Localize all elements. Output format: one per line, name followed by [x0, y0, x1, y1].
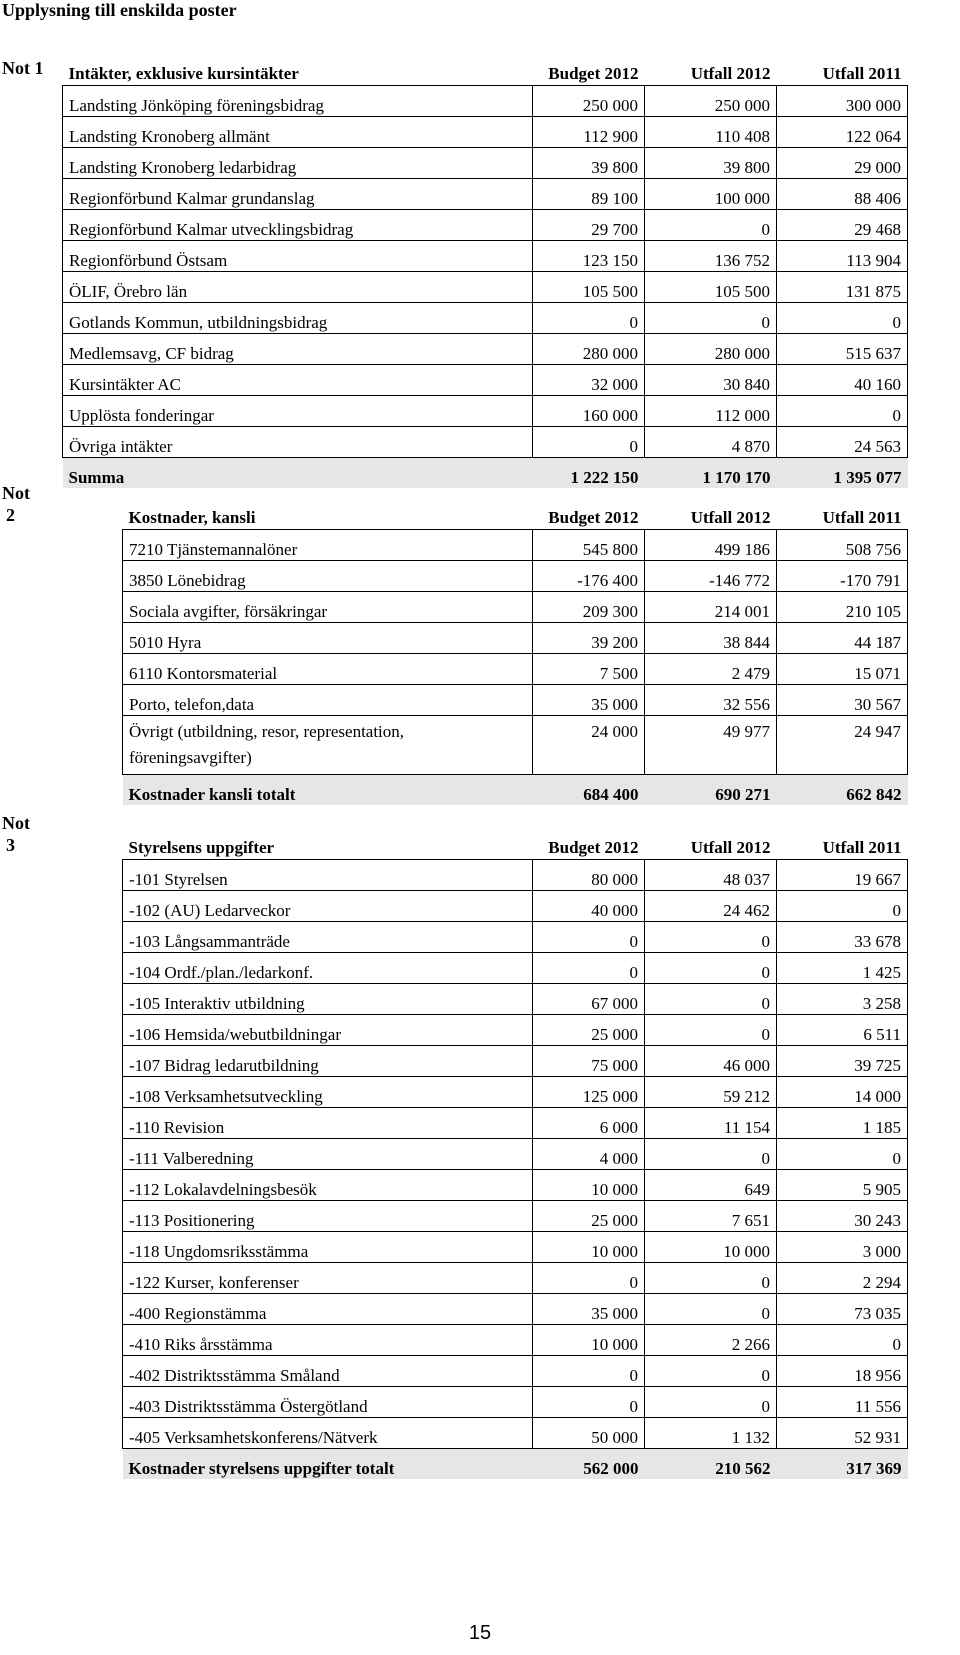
- row-value: 40 160: [777, 365, 908, 396]
- row-value: 29 700: [533, 210, 645, 241]
- row-value: 110 408: [645, 117, 777, 148]
- total-value: 210 562: [645, 1449, 777, 1480]
- row-label: Upplösta fonderingar: [63, 396, 533, 427]
- row-value: 105 500: [645, 272, 777, 303]
- table-row: [123, 953, 908, 984]
- row-value: 40 000: [533, 891, 645, 922]
- table-row: [123, 1325, 908, 1356]
- row-value: 18 956: [777, 1356, 908, 1387]
- table-row: [123, 1139, 908, 1170]
- table-row: [123, 592, 908, 623]
- table-row: [123, 922, 908, 953]
- row-value: 0: [777, 1139, 908, 1170]
- column-header: Budget 2012: [533, 496, 645, 530]
- row-value: 29 468: [777, 210, 908, 241]
- row-value: 131 875: [777, 272, 908, 303]
- row-value: 1 132: [645, 1418, 777, 1449]
- row-label: -108 Verksamhetsutveckling: [123, 1077, 533, 1108]
- row-value: 30 567: [777, 685, 908, 716]
- row-value: 35 000: [533, 1294, 645, 1325]
- row-label: Regionförbund Kalmar grundanslag: [63, 179, 533, 210]
- row-value: 89 100: [533, 179, 645, 210]
- row-label: -122 Kurser, konferenser: [123, 1263, 533, 1294]
- table-row: [63, 334, 908, 365]
- table-total-row: [123, 775, 908, 806]
- row-label: -113 Positionering: [123, 1201, 533, 1232]
- row-value: 44 187: [777, 623, 908, 654]
- row-value: 10 000: [645, 1232, 777, 1263]
- row-value: 39 800: [645, 148, 777, 179]
- row-value: 0: [533, 953, 645, 984]
- table-row: [123, 1046, 908, 1077]
- row-value: 3 258: [777, 984, 908, 1015]
- row-value: 19 667: [777, 860, 908, 891]
- note-3-label-line2: 3: [6, 835, 15, 855]
- row-value: -170 791: [777, 561, 908, 592]
- row-value: 24 563: [777, 427, 908, 458]
- row-value: 2 266: [645, 1325, 777, 1356]
- note-2-label: [2, 482, 30, 526]
- table-row: [123, 685, 908, 716]
- row-value: 515 637: [777, 334, 908, 365]
- row-label: -405 Verksamhetskonferens/Nätverk: [123, 1418, 533, 1449]
- row-label-line2: föreningsavgifter): [129, 748, 252, 767]
- row-label: -104 Ordf./plan./ledarkonf.: [123, 953, 533, 984]
- table-row: [63, 396, 908, 427]
- total-value: 1 222 150: [533, 458, 645, 489]
- row-label: 5010 Hyra: [123, 623, 533, 654]
- table-row: [63, 427, 908, 458]
- row-value: 0: [645, 1139, 777, 1170]
- table-row: [123, 1015, 908, 1046]
- row-value: 1 425: [777, 953, 908, 984]
- table-row: [123, 716, 908, 775]
- table-row: [123, 1170, 908, 1201]
- total-value: 690 271: [645, 775, 777, 806]
- table-row: [63, 272, 908, 303]
- row-value: 24 000: [533, 716, 645, 775]
- row-label: -102 (AU) Ledarveckor: [123, 891, 533, 922]
- total-value: 684 400: [533, 775, 645, 806]
- row-value: 0: [645, 1356, 777, 1387]
- row-label-line1: Övrigt (utbildning, resor, representation,: [129, 722, 405, 741]
- row-value: 14 000: [777, 1077, 908, 1108]
- row-value: 4 000: [533, 1139, 645, 1170]
- table-row: [123, 623, 908, 654]
- table-row: [63, 365, 908, 396]
- row-label: -103 Långsammanträde: [123, 922, 533, 953]
- row-value: 0: [645, 303, 777, 334]
- note-3-table: [122, 826, 908, 1479]
- row-value: 49 977: [645, 716, 777, 775]
- column-header: Utfall 2011: [777, 826, 908, 860]
- row-label: -112 Lokalavdelningsbesök: [123, 1170, 533, 1201]
- row-value: 0: [645, 210, 777, 241]
- row-label: -111 Valberedning: [123, 1139, 533, 1170]
- row-value: 250 000: [645, 86, 777, 117]
- row-value: 6 511: [777, 1015, 908, 1046]
- row-label: -106 Hemsida/webutbildningar: [123, 1015, 533, 1046]
- note-2-label-line2: 2: [6, 505, 15, 525]
- row-label: -402 Distriktsstämma Småland: [123, 1356, 533, 1387]
- row-value: 105 500: [533, 272, 645, 303]
- row-value: 545 800: [533, 530, 645, 561]
- note-2-table: [122, 496, 908, 805]
- row-label: [123, 716, 533, 775]
- total-label: Kostnader styrelsens uppgifter totalt: [123, 1449, 533, 1480]
- row-value: 2 294: [777, 1263, 908, 1294]
- row-value: 122 064: [777, 117, 908, 148]
- row-label: Regionförbund Kalmar utvecklingsbidrag: [63, 210, 533, 241]
- column-header: Utfall 2011: [777, 52, 908, 86]
- column-header: Utfall 2012: [645, 52, 777, 86]
- total-value: 1 395 077: [777, 458, 908, 489]
- row-value: 0: [645, 1294, 777, 1325]
- row-label: Porto, telefon,data: [123, 685, 533, 716]
- table-row: [123, 530, 908, 561]
- row-value: 0: [645, 1015, 777, 1046]
- table-row: [123, 1263, 908, 1294]
- row-value: 11 556: [777, 1387, 908, 1418]
- table-total-row: [123, 1449, 908, 1480]
- row-value: 10 000: [533, 1170, 645, 1201]
- table-row: [123, 891, 908, 922]
- row-value: 0: [645, 1387, 777, 1418]
- row-label: Regionförbund Östsam: [63, 241, 533, 272]
- row-value: 250 000: [533, 86, 645, 117]
- row-value: 0: [777, 891, 908, 922]
- note-1-table: [62, 52, 908, 488]
- table-row: [63, 241, 908, 272]
- total-value: 317 369: [777, 1449, 908, 1480]
- row-label: Sociala avgifter, försäkringar: [123, 592, 533, 623]
- page-heading: Upplysning till enskilda poster: [2, 0, 237, 20]
- row-label: Landsting Kronoberg allmänt: [63, 117, 533, 148]
- table-row: [63, 179, 908, 210]
- table-row: [63, 303, 908, 334]
- table-row: [63, 117, 908, 148]
- row-label: -400 Regionstämma: [123, 1294, 533, 1325]
- row-label: -105 Interaktiv utbildning: [123, 984, 533, 1015]
- note-3-label-line1: Not: [2, 813, 30, 833]
- row-value: 30 840: [645, 365, 777, 396]
- row-label: -101 Styrelsen: [123, 860, 533, 891]
- table-row: [123, 654, 908, 685]
- total-value: 1 170 170: [645, 458, 777, 489]
- row-value: 5 905: [777, 1170, 908, 1201]
- row-value: 125 000: [533, 1077, 645, 1108]
- row-value: 0: [533, 1356, 645, 1387]
- row-value: 100 000: [645, 179, 777, 210]
- table-row: [123, 1108, 908, 1139]
- table-row: [123, 1294, 908, 1325]
- table-row: [123, 1201, 908, 1232]
- table-header-row: [123, 496, 908, 530]
- row-value: 50 000: [533, 1418, 645, 1449]
- row-label: -110 Revision: [123, 1108, 533, 1139]
- total-label: Summa: [63, 458, 533, 489]
- row-label: Landsting Jönköping föreningsbidrag: [63, 86, 533, 117]
- column-header: Utfall 2011: [777, 496, 908, 530]
- total-label: Kostnader kansli totalt: [123, 775, 533, 806]
- row-value: 0: [645, 953, 777, 984]
- row-value: 48 037: [645, 860, 777, 891]
- row-value: 11 154: [645, 1108, 777, 1139]
- row-value: 300 000: [777, 86, 908, 117]
- row-label: ÖLIF, Örebro län: [63, 272, 533, 303]
- table-row: [123, 1077, 908, 1108]
- row-value: 38 844: [645, 623, 777, 654]
- row-value: 0: [533, 303, 645, 334]
- row-value: 35 000: [533, 685, 645, 716]
- total-value: 562 000: [533, 1449, 645, 1480]
- row-value: 0: [533, 1387, 645, 1418]
- row-value: 88 406: [777, 179, 908, 210]
- row-value: 80 000: [533, 860, 645, 891]
- table-row: [123, 1418, 908, 1449]
- row-value: 15 071: [777, 654, 908, 685]
- row-value: -176 400: [533, 561, 645, 592]
- row-value: 136 752: [645, 241, 777, 272]
- row-value: 59 212: [645, 1077, 777, 1108]
- row-label: Gotlands Kommun, utbildningsbidrag: [63, 303, 533, 334]
- row-value: 2 479: [645, 654, 777, 685]
- row-value: 29 000: [777, 148, 908, 179]
- row-label: 6110 Kontorsmaterial: [123, 654, 533, 685]
- row-value: 46 000: [645, 1046, 777, 1077]
- row-value: 39 800: [533, 148, 645, 179]
- row-value: 113 904: [777, 241, 908, 272]
- row-value: 123 150: [533, 241, 645, 272]
- row-label: 7210 Tjänstemannalöner: [123, 530, 533, 561]
- row-value: 0: [777, 303, 908, 334]
- note-1-label: Not 1: [2, 58, 44, 78]
- row-value: 33 678: [777, 922, 908, 953]
- table-total-row: [63, 458, 908, 489]
- row-value: 3 000: [777, 1232, 908, 1263]
- row-value: 210 105: [777, 592, 908, 623]
- table-row: [123, 1356, 908, 1387]
- row-value: 0: [645, 922, 777, 953]
- column-header: Utfall 2012: [645, 496, 777, 530]
- total-value: 662 842: [777, 775, 908, 806]
- row-label: Övriga intäkter: [63, 427, 533, 458]
- row-value: 0: [777, 396, 908, 427]
- table-row: [123, 561, 908, 592]
- table-header-row: [123, 826, 908, 860]
- row-value: 24 462: [645, 891, 777, 922]
- table-title: Styrelsens uppgifter: [123, 826, 533, 860]
- row-value: 32 000: [533, 365, 645, 396]
- row-label: Landsting Kronoberg ledarbidrag: [63, 148, 533, 179]
- row-value: 160 000: [533, 396, 645, 427]
- note-2-label-line1: Not: [2, 483, 30, 503]
- row-value: 30 243: [777, 1201, 908, 1232]
- note-3-label: [2, 812, 30, 856]
- row-label: Medlemsavg, CF bidrag: [63, 334, 533, 365]
- row-value: 0: [533, 922, 645, 953]
- table-title: Intäkter, exklusive kursintäkter: [63, 52, 533, 86]
- row-label: -410 Riks årsstämma: [123, 1325, 533, 1356]
- row-value: 39 725: [777, 1046, 908, 1077]
- table-row: [63, 86, 908, 117]
- row-value: 0: [645, 984, 777, 1015]
- row-value: 75 000: [533, 1046, 645, 1077]
- table-row: [123, 984, 908, 1015]
- row-value: 280 000: [533, 334, 645, 365]
- row-value: 280 000: [645, 334, 777, 365]
- table-row: [123, 1232, 908, 1263]
- row-label: Kursintäkter AC: [63, 365, 533, 396]
- row-label: -107 Bidrag ledarutbildning: [123, 1046, 533, 1077]
- row-value: 10 000: [533, 1325, 645, 1356]
- row-value: 39 200: [533, 623, 645, 654]
- page-number: 15: [468, 1622, 492, 1644]
- row-value: 0: [777, 1325, 908, 1356]
- row-value: 214 001: [645, 592, 777, 623]
- row-value: 1 185: [777, 1108, 908, 1139]
- table-row: [123, 1387, 908, 1418]
- row-value: 73 035: [777, 1294, 908, 1325]
- row-label: 3850 Lönebidrag: [123, 561, 533, 592]
- row-value: 209 300: [533, 592, 645, 623]
- row-value: 7 651: [645, 1201, 777, 1232]
- row-value: 0: [533, 1263, 645, 1294]
- row-value: 7 500: [533, 654, 645, 685]
- row-value: 32 556: [645, 685, 777, 716]
- row-value: 67 000: [533, 984, 645, 1015]
- row-value: 52 931: [777, 1418, 908, 1449]
- table-row: [63, 210, 908, 241]
- row-value: 0: [533, 427, 645, 458]
- row-value: 4 870: [645, 427, 777, 458]
- row-value: 112 000: [645, 396, 777, 427]
- row-label: -118 Ungdomsriksstämma: [123, 1232, 533, 1263]
- row-value: 499 186: [645, 530, 777, 561]
- column-header: Budget 2012: [533, 52, 645, 86]
- row-label: -403 Distriktsstämma Östergötland: [123, 1387, 533, 1418]
- row-value: 24 947: [777, 716, 908, 775]
- row-value: 25 000: [533, 1015, 645, 1046]
- table-row: [123, 860, 908, 891]
- row-value: 0: [645, 1263, 777, 1294]
- row-value: 10 000: [533, 1232, 645, 1263]
- row-value: 6 000: [533, 1108, 645, 1139]
- table-header-row: [63, 52, 908, 86]
- row-value: 112 900: [533, 117, 645, 148]
- row-value: 649: [645, 1170, 777, 1201]
- table-title: Kostnader, kansli: [123, 496, 533, 530]
- row-value: 508 756: [777, 530, 908, 561]
- row-value: 25 000: [533, 1201, 645, 1232]
- table-row: [63, 148, 908, 179]
- column-header: Utfall 2012: [645, 826, 777, 860]
- row-value: -146 772: [645, 561, 777, 592]
- column-header: Budget 2012: [533, 826, 645, 860]
